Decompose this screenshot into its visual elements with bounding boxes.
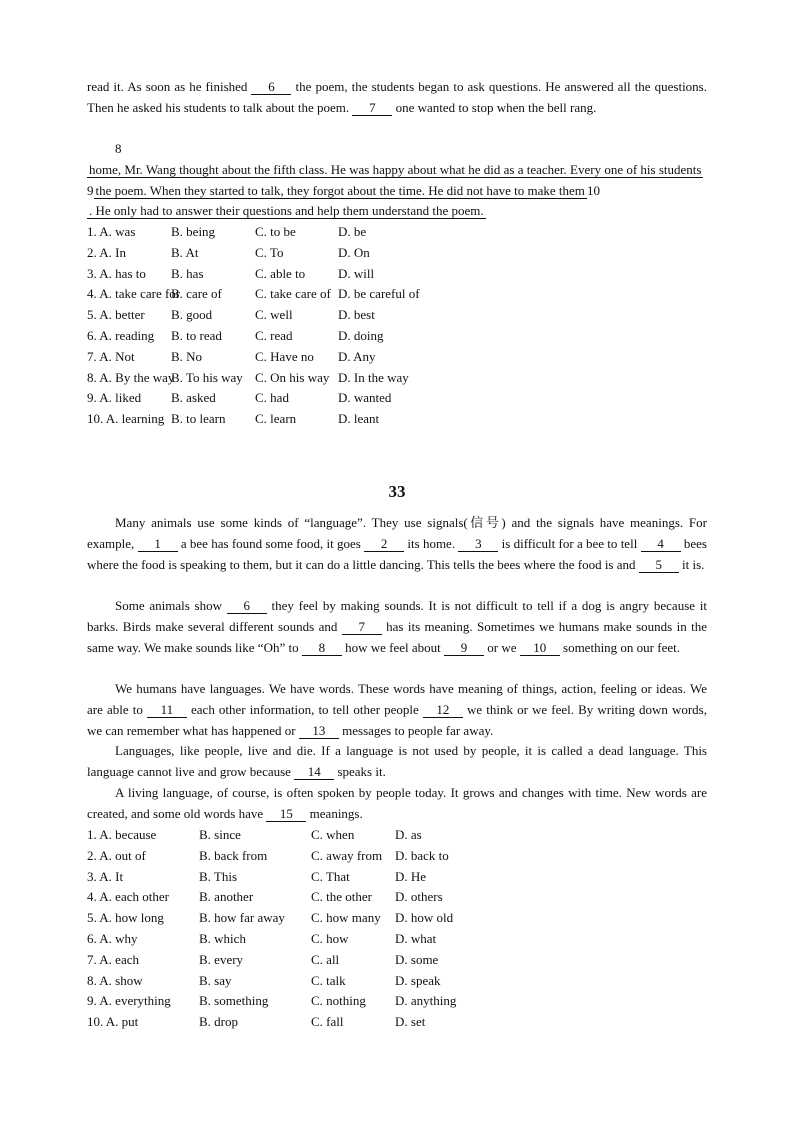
option-c[interactable]: C. Have no: [255, 348, 314, 364]
answer-blank[interactable]: 6: [251, 80, 291, 95]
passage-text: Many animals use some kinds of “language”. They use signals(信号) and the signals have meanings. For example,: [87, 515, 707, 551]
option-a[interactable]: 7. A. Not: [87, 348, 135, 364]
option-row: [87, 305, 727, 326]
option-c[interactable]: C. well: [255, 307, 293, 323]
answer-blank[interactable]: 7: [342, 620, 382, 635]
answer-blank[interactable]: 13: [299, 724, 339, 739]
passage-text: is difficult for a bee to tell: [498, 535, 641, 551]
option-c[interactable]: C. talk: [311, 972, 346, 988]
option-c[interactable]: C. On his way: [255, 369, 330, 385]
option-b[interactable]: B. being: [171, 224, 216, 239]
option-c[interactable]: C. fall: [311, 1014, 344, 1030]
answer-blank[interactable]: 1: [138, 537, 178, 552]
option-a[interactable]: 9. A. liked: [87, 390, 142, 406]
option-row: [87, 284, 727, 305]
option-d[interactable]: D. anything: [395, 993, 457, 1009]
passage-text: Languages, like people, live and die. If a language is not used by people, it is called a dead language. This language cannot live and grow because: [87, 743, 707, 779]
option-row: [87, 908, 727, 929]
passage-text: it is.: [678, 556, 705, 572]
option-d[interactable]: D. some: [395, 951, 439, 967]
passage-text: how we feel about: [341, 639, 445, 655]
option-c[interactable]: C. take care of: [255, 286, 331, 302]
option-d[interactable]: D. be: [338, 224, 367, 239]
option-b[interactable]: B. has: [171, 265, 204, 281]
option-c[interactable]: C. To: [255, 244, 284, 260]
passage-text: messages to people far away.: [338, 722, 494, 738]
option-b[interactable]: B. every: [199, 951, 244, 967]
passage-text: 8: [115, 141, 122, 156]
option-row: [87, 825, 727, 846]
option-row: [87, 950, 727, 971]
option-a[interactable]: 2. A. out of: [87, 847, 146, 863]
option-row: [87, 929, 727, 950]
passage-text: its home.: [404, 535, 459, 551]
answer-blank[interactable]: 4: [641, 537, 681, 552]
option-d[interactable]: D. others: [395, 889, 443, 905]
option-row: [87, 867, 727, 888]
answer-blank[interactable]: 12: [423, 703, 463, 718]
option-c[interactable]: C. That: [311, 868, 350, 884]
option-d[interactable]: D. On: [338, 244, 370, 260]
answer-blank[interactable]: 9: [444, 641, 484, 656]
answer-blank[interactable]: 14: [294, 765, 334, 780]
passage-2-options: [87, 825, 727, 1033]
option-a[interactable]: 1. A. because: [87, 827, 157, 842]
answer-blank[interactable]: 10: [520, 641, 560, 656]
passage-text: we think or we feel. By writing down words, we can remember what has happened or: [87, 701, 707, 738]
option-b[interactable]: B. something: [199, 993, 269, 1009]
passage-2-paragraph-1: [87, 513, 707, 575]
option-row: [87, 409, 727, 430]
option-c[interactable]: C. all: [311, 951, 340, 967]
option-b[interactable]: B. say: [199, 972, 232, 988]
option-row: [87, 887, 727, 908]
option-d[interactable]: D. set: [395, 1014, 426, 1030]
passage-text: or we: [484, 639, 520, 655]
option-b[interactable]: B. which: [199, 930, 246, 946]
answer-blank[interactable]: the poem. When they started to talk, they forgot about the time. He did not have to make them: [95, 182, 585, 198]
passage-text: a bee has found some food, it goes: [177, 535, 365, 551]
option-a[interactable]: 8. A. show: [87, 972, 143, 988]
passage-text: they feel by making sounds. It is not difficult to tell if a dog is angry because it barks. Birds make several different sounds and: [87, 598, 707, 634]
option-c[interactable]: C. nothing: [311, 993, 366, 1009]
option-row: [87, 368, 727, 389]
option-c[interactable]: C. had: [255, 390, 289, 406]
option-b[interactable]: B. To his way: [171, 369, 243, 385]
passage-1-paragraph-2: [87, 139, 707, 222]
option-d[interactable]: D. leant: [338, 411, 380, 427]
passage-1-options: [87, 222, 727, 430]
option-b[interactable]: B. good: [171, 307, 213, 323]
option-b[interactable]: B. how far away: [199, 910, 285, 926]
option-d[interactable]: D. Any: [338, 348, 376, 364]
answer-blank[interactable]: 2: [364, 537, 404, 552]
option-a[interactable]: 6. A. why: [87, 930, 138, 946]
option-d[interactable]: D. He: [395, 868, 427, 884]
answer-blank[interactable]: 11: [147, 703, 187, 718]
answer-blank[interactable]: 5: [639, 558, 679, 573]
option-row: [87, 347, 727, 368]
option-d[interactable]: D. what: [395, 930, 437, 946]
passage-text: 10: [586, 182, 600, 198]
option-c[interactable]: C. how many: [311, 910, 381, 926]
option-a[interactable]: 4. A. take care for: [87, 286, 181, 302]
passage-text: something on our feet.: [559, 639, 680, 655]
answer-blank[interactable]: 3: [458, 537, 498, 552]
option-d[interactable]: D. be careful of: [338, 286, 420, 302]
option-b[interactable]: B. asked: [171, 390, 216, 406]
option-row: [87, 846, 727, 867]
option-b[interactable]: B. care of: [171, 286, 222, 302]
option-a[interactable]: 3. A. It: [87, 868, 124, 884]
option-c[interactable]: C. when: [311, 827, 355, 842]
passage-text: 9: [87, 182, 94, 198]
passage-text: A living language, of course, is often spoken by people today. It grows and changes with time. New words are created, and some old words have: [87, 785, 707, 821]
passage-2-paragraph-3: [87, 679, 707, 741]
option-c[interactable]: C. the other: [311, 889, 373, 905]
answer-blank[interactable]: . He only had to answer their questions and help them understand the poem.: [89, 203, 484, 219]
option-c[interactable]: C. to be: [255, 224, 296, 239]
answer-blank[interactable]: home, Mr. Wang thought about the fifth class. He was happy about what he did as a teacher. Every one of his students: [89, 161, 702, 177]
option-a[interactable]: 4. A. each other: [87, 889, 169, 905]
option-a[interactable]: 8. A. By the way: [87, 369, 175, 385]
option-b[interactable]: B. to read: [171, 327, 222, 343]
option-a[interactable]: 10. A. put: [87, 1014, 139, 1030]
option-c[interactable]: C. learn: [255, 411, 297, 427]
answer-blank[interactable]: 7: [352, 101, 392, 116]
option-a[interactable]: 10. A. learning: [87, 411, 165, 427]
option-d[interactable]: D. as: [395, 827, 422, 842]
option-c[interactable]: C. how: [311, 930, 349, 946]
answer-blank[interactable]: 8: [302, 641, 342, 656]
option-d[interactable]: D. wanted: [338, 390, 392, 406]
passage-2-paragraph-2: [87, 596, 707, 658]
option-d[interactable]: D. speak: [395, 972, 441, 988]
passage-text: has its meaning. Sometimes we humans make sounds in the same way. We make sounds like “Oh” to: [87, 618, 708, 655]
passage-text: read it. As soon as he finished: [87, 79, 252, 94]
option-c[interactable]: C. away from: [311, 847, 383, 863]
option-row: [87, 222, 727, 243]
passage-text: one wanted to stop when the bell rang.: [392, 99, 597, 115]
option-row: [87, 388, 727, 409]
option-a[interactable]: 6. A. reading: [87, 327, 155, 343]
passage-text: each other information, to tell other people: [186, 701, 423, 717]
option-d[interactable]: D. back to: [395, 847, 449, 863]
answer-blank[interactable]: 15: [266, 807, 306, 822]
option-d[interactable]: D. best: [338, 307, 375, 323]
option-b[interactable]: B. to learn: [171, 411, 226, 427]
passage-2-paragraph-4: [87, 741, 707, 783]
passage-2-paragraph-5: [87, 783, 707, 825]
answer-blank[interactable]: 6: [227, 599, 267, 614]
option-b[interactable]: B. since: [199, 827, 241, 842]
option-d[interactable]: D. In the way: [338, 369, 409, 385]
option-a[interactable]: 5. A. better: [87, 307, 145, 323]
option-a[interactable]: 5. A. how long: [87, 910, 164, 926]
option-d[interactable]: D. doing: [338, 327, 384, 343]
option-a[interactable]: 2. A. In: [87, 244, 126, 260]
passage-text: bees where the food is speaking to them, but it can do a little dancing. This tells the bees where the food is and: [87, 535, 707, 572]
passage-text: Some animals show: [115, 598, 227, 613]
option-a[interactable]: 3. A. has to: [87, 265, 146, 281]
passage-text: meanings.: [306, 805, 363, 821]
option-d[interactable]: D. how old: [395, 910, 454, 926]
option-row: [87, 326, 727, 347]
option-d[interactable]: D. will: [338, 265, 375, 281]
option-row: [87, 971, 727, 992]
option-b[interactable]: B. At: [171, 244, 199, 260]
option-row: [87, 243, 727, 264]
option-b[interactable]: B. This: [199, 868, 238, 884]
passage-text: speaks it.: [334, 763, 386, 779]
option-a[interactable]: 7. A. each: [87, 951, 139, 967]
passage-text: the poem, the students began to ask questions. He answered all the questions. Then he asked his students to talk about the poem.: [87, 79, 707, 115]
option-row: [87, 264, 727, 285]
option-c[interactable]: C. able to: [255, 265, 306, 281]
option-a[interactable]: 9. A. everything: [87, 993, 171, 1009]
option-c[interactable]: C. read: [255, 327, 293, 343]
option-b[interactable]: B. another: [199, 889, 254, 905]
option-b[interactable]: B. No: [171, 348, 203, 364]
passage-1-paragraph-1: [87, 77, 707, 119]
option-row: [87, 991, 727, 1012]
passage-text: We humans have languages. We have words. These words have meaning of things, action, feeling or ideas. We are able to: [87, 681, 707, 717]
option-row: [87, 1012, 727, 1033]
option-a[interactable]: 1. A. was: [87, 224, 136, 239]
passage-number: 33: [388, 482, 406, 501]
option-b[interactable]: B. back from: [199, 847, 268, 863]
option-b[interactable]: B. drop: [199, 1014, 238, 1030]
